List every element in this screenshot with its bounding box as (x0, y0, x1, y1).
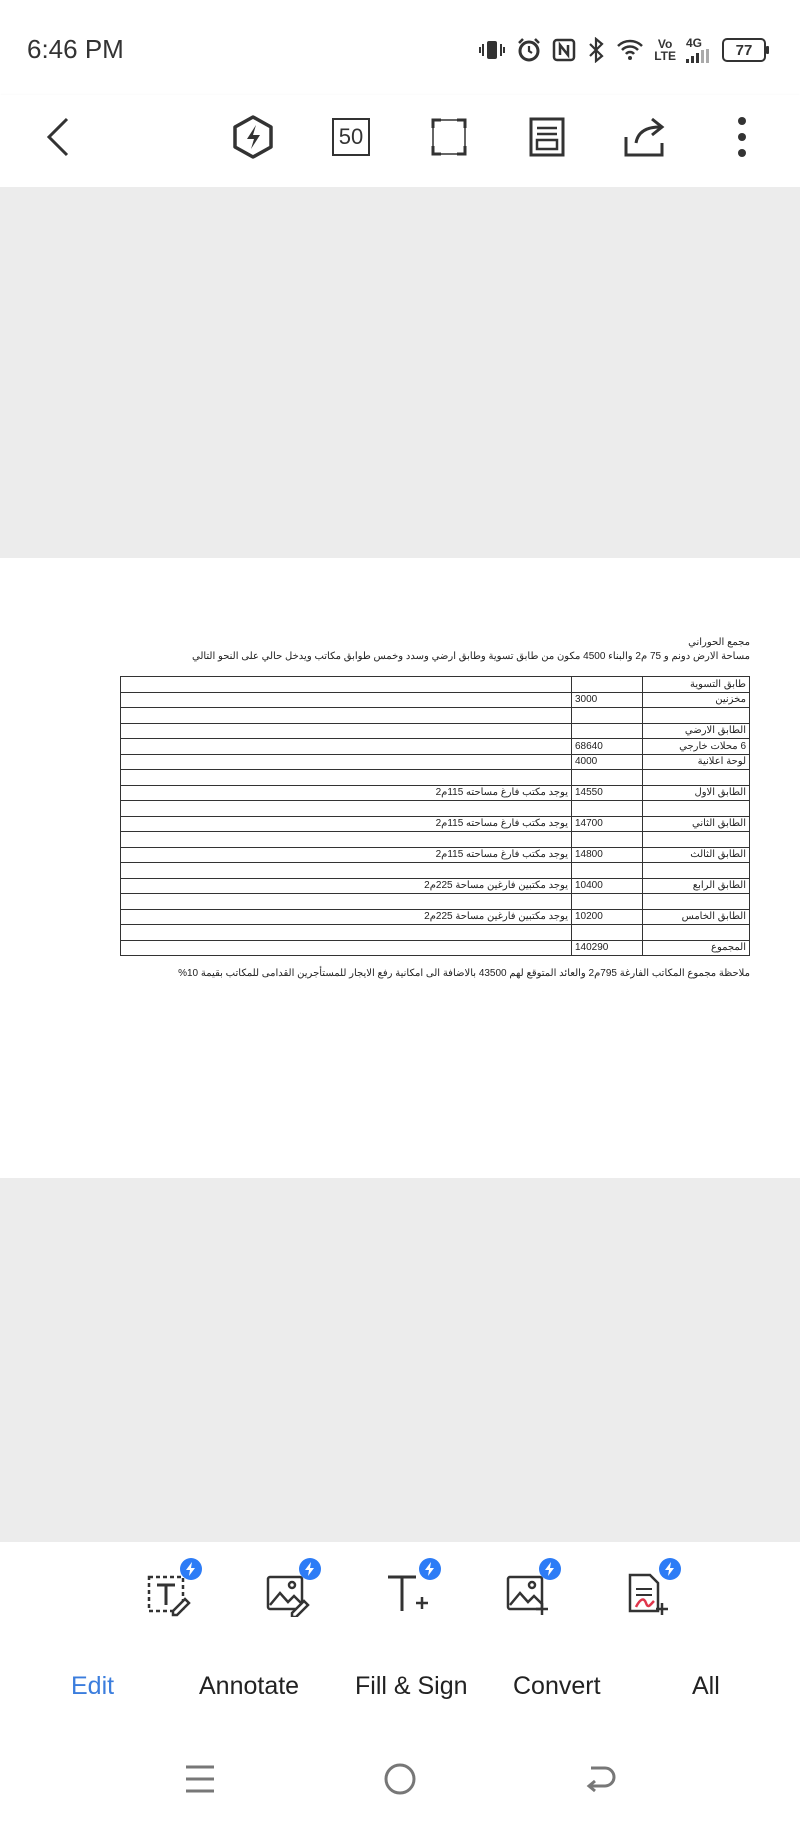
table-cell-label (643, 832, 750, 848)
signal-icon (686, 37, 712, 63)
nfc-icon (552, 38, 576, 62)
premium-badge-icon (299, 1558, 321, 1580)
table-cell-label: الطابق الثالث (643, 847, 750, 863)
table-cell-value: 68640 (572, 739, 643, 755)
quick-action-button[interactable] (225, 109, 281, 165)
table-cell-value (572, 801, 643, 817)
table-row (121, 801, 750, 817)
table-cell-value (572, 723, 643, 739)
table-cell-value: 4000 (572, 754, 643, 770)
share-button[interactable] (617, 109, 673, 165)
table-row (121, 894, 750, 910)
premium-badge-icon (659, 1558, 681, 1580)
table-cell-label (643, 863, 750, 879)
volte-top: Vo (657, 37, 673, 51)
table-row (121, 785, 750, 801)
table-cell-note (121, 863, 572, 879)
signal-type: 4G (686, 36, 703, 50)
table-cell-note (121, 770, 572, 786)
table-cell-note (121, 708, 572, 724)
table-row (121, 878, 750, 894)
table-cell-value (572, 832, 643, 848)
table-cell-note (121, 940, 572, 956)
table-cell-label: لوحة اعلانية (643, 754, 750, 770)
add-text-tool[interactable] (375, 1562, 439, 1626)
table-cell-value: 14800 (572, 847, 643, 863)
table-cell-label (643, 770, 750, 786)
document-content (120, 636, 750, 979)
table-cell-label: المجموع (643, 940, 750, 956)
more-vertical-icon (736, 115, 748, 159)
mode-tabs (0, 1642, 800, 1734)
recent-apps-button[interactable] (175, 1754, 225, 1804)
table-row (121, 816, 750, 832)
more-options-button[interactable] (714, 109, 770, 165)
table-cell-label: الطابق الثاني (643, 816, 750, 832)
table-row (121, 677, 750, 693)
table-cell-label (643, 894, 750, 910)
alarm-icon (516, 37, 542, 63)
document-intro: مساحة الارض دونم و 75 م2 والبناء 4500 مكون من طابق تسوية وطابق ارضي وسدد وخمس طوابق مكاتب ويدخل حالي على النحو التالي (191, 651, 750, 662)
tab-annotate[interactable]: Annotate (199, 1672, 300, 1700)
top-toolbar (0, 95, 800, 187)
table-row (121, 754, 750, 770)
system-nav-bar (0, 1734, 800, 1822)
tab-edit[interactable]: Edit (71, 1672, 115, 1700)
table-cell-label: 6 محلات خارجي (643, 739, 750, 755)
bluetooth-icon (586, 37, 606, 63)
table-cell-note (121, 925, 572, 941)
table-row (121, 708, 750, 724)
table-cell-label (643, 801, 750, 817)
system-back-button[interactable] (575, 1754, 625, 1804)
table-cell-value: 14550 (572, 785, 643, 801)
table-cell-note: يوجد مكتب فارغ مساحته 115م2 (121, 847, 572, 863)
edit-text-tool[interactable] (136, 1562, 200, 1626)
page-zoom-button[interactable] (323, 109, 379, 165)
table-cell-value: 10200 (572, 909, 643, 925)
table-cell-note: يوجد مكتب فارغ مساحته 115م2 (121, 785, 572, 801)
status-time: 6:46 PM (27, 34, 124, 64)
table-cell-value (572, 863, 643, 879)
table-row (121, 832, 750, 848)
table-cell-label: الطابق الرابع (643, 878, 750, 894)
table-cell-note (121, 754, 572, 770)
battery-level: 77 (735, 41, 753, 59)
premium-badge-icon (180, 1558, 202, 1580)
page-zoom-indicator: 50 (332, 118, 370, 156)
table-cell-note (121, 677, 572, 693)
table-cell-label: الطابق الاول (643, 785, 750, 801)
status-icons (478, 32, 766, 68)
premium-badge-icon (419, 1558, 441, 1580)
table-cell-value: 14700 (572, 816, 643, 832)
menu-icon (184, 1763, 216, 1795)
home-button[interactable] (375, 1754, 425, 1804)
table-row (121, 692, 750, 708)
vibrate-icon (478, 38, 506, 62)
home-circle-icon (383, 1762, 417, 1796)
edit-image-tool[interactable] (255, 1562, 319, 1626)
table-cell-value (572, 770, 643, 786)
table-cell-note (121, 832, 572, 848)
table-cell-note: يوجد مكتبين فارغين مساحة 225م2 (121, 878, 572, 894)
table-cell-label (643, 925, 750, 941)
table-row (121, 847, 750, 863)
table-cell-note: يوجد مكتبين فارغين مساحة 225م2 (121, 909, 572, 925)
table-row (121, 723, 750, 739)
table-cell-label: الطابق الارضي (643, 723, 750, 739)
table-cell-note: يوجد مكتب فارغ مساحته 115م2 (121, 816, 572, 832)
back-button[interactable] (30, 109, 86, 165)
document-note: ملاحظة مجموع المكاتب الفارغة 795م2 والعائد المتوقع لهم 43500 بالاضافة الى امكانية رفع الايجار للمستأجرين القدامى للمكاتب بقيمة 10% (178, 968, 750, 979)
table-cell-note (121, 894, 572, 910)
table-cell-note (121, 801, 572, 817)
table-row (121, 909, 750, 925)
table-cell-note (121, 692, 572, 708)
fullscreen-icon (429, 116, 469, 158)
edit-tools-row (0, 1542, 800, 1643)
battery-icon (722, 38, 766, 62)
document-view-icon (527, 115, 567, 159)
table-row (121, 925, 750, 941)
wifi-icon (616, 38, 644, 62)
table-row (121, 940, 750, 956)
table-cell-label: طابق التسوية (643, 677, 750, 693)
table-cell-label (643, 708, 750, 724)
tab-all[interactable]: All (692, 1672, 720, 1700)
table-cell-value (572, 925, 643, 941)
fullscreen-button[interactable] (421, 109, 477, 165)
table-cell-label: مخزنين (643, 692, 750, 708)
document-table (120, 676, 750, 956)
reading-mode-button[interactable] (519, 109, 575, 165)
table-cell-value: 10400 (572, 878, 643, 894)
status-bar (0, 0, 800, 95)
table-row (121, 739, 750, 755)
table-cell-value (572, 708, 643, 724)
document-title: مجمع الحوراني (688, 637, 750, 648)
premium-badge-icon (539, 1558, 561, 1580)
lightning-hexagon-icon (230, 114, 276, 160)
share-icon (622, 115, 668, 159)
add-page-tool[interactable] (615, 1562, 679, 1626)
tab-fill-sign[interactable]: Fill & Sign (355, 1672, 468, 1700)
add-image-tool[interactable] (495, 1562, 559, 1626)
volte-bottom: LTE (654, 49, 676, 63)
document-page[interactable] (0, 558, 800, 1178)
table-cell-value (572, 677, 643, 693)
document-viewer[interactable] (0, 187, 800, 1542)
table-row (121, 770, 750, 786)
table-row (121, 863, 750, 879)
chevron-left-icon (43, 115, 73, 159)
table-cell-value: 140290 (572, 940, 643, 956)
tab-convert[interactable]: Convert (513, 1672, 601, 1700)
table-cell-value (572, 894, 643, 910)
table-cell-note (121, 739, 572, 755)
volte-icon (654, 38, 676, 62)
table-cell-note (121, 723, 572, 739)
table-cell-label: الطابق الخامس (643, 909, 750, 925)
table-cell-value: 3000 (572, 692, 643, 708)
back-arrow-icon (583, 1762, 617, 1796)
